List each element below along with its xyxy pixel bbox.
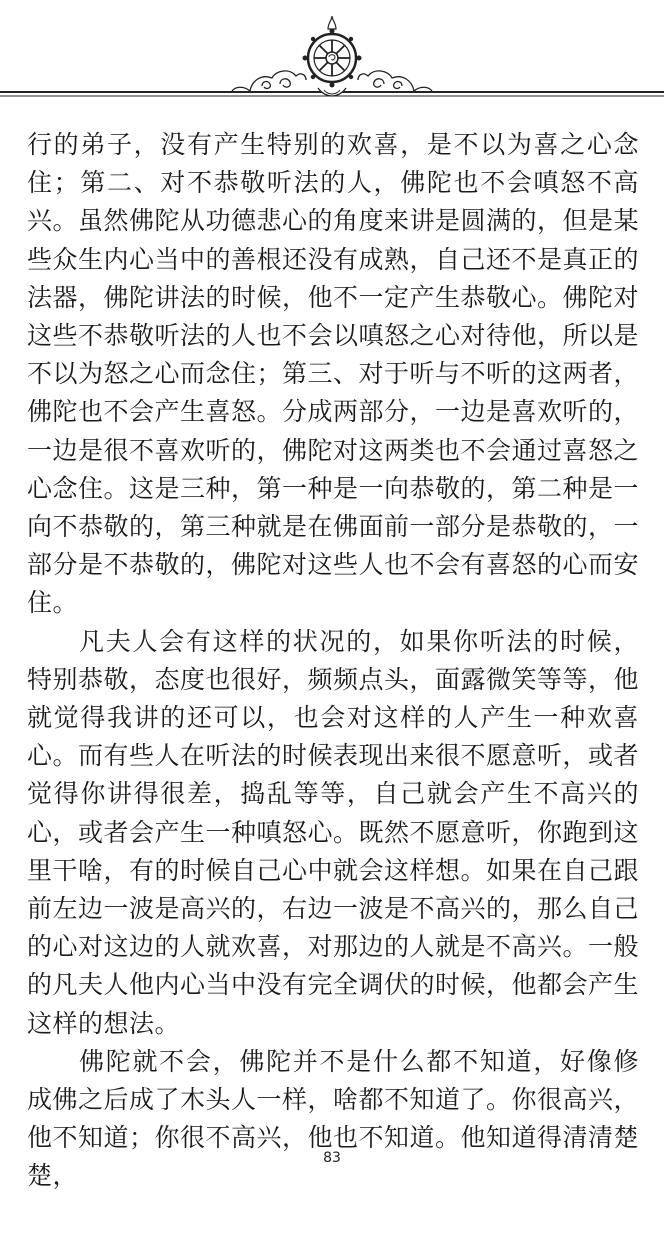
main-text [27, 126, 639, 1196]
paragraph-2: 凡夫人会有这样的状况的，如果你听法的时候，特别恭敬，态度也很好，频频点头，面露微笑等等，他就觉得我讲的还可以，也会对这样的人产生一种欢喜心。而有些人在听法的时候表现出来很不愿意听，或者觉得你讲得很差，捣乱等等，自己就会产生不高兴的心，或者会产生一种嗔怒心。既然不愿意听，你跑到这里干啥，有的时候自己心中就会这样想。如果在自己跟前左边一波是高兴的，右边一波是不高兴的，那么自己的心对这边的人就欢喜，对那边的人就是不高兴。一般的凡夫人他内心当中没有完全调伏的时候，他都会产生这样的想法。 [27, 626, 640, 1038]
left-cloud-ornament [232, 71, 306, 91]
page-number: 83 [323, 1150, 341, 1166]
paragraph-3: 佛陀就不会，佛陀并不是什么都不知道，好像修成佛之后成了木头人一样，啥都不知道了。你很高兴，他不知道；你很不高兴，他也不知道。他知道得清清楚楚， [27, 1046, 640, 1191]
dharma-wheel-icon [303, 16, 362, 96]
header-ornament [0, 0, 664, 110]
right-cloud-ornament [358, 71, 432, 91]
page-header [0, 0, 664, 110]
paragraph-1: 行的弟子，没有产生特别的欢喜，是不以为喜之心念住；第二、对不恭敬听法的人，佛陀也不会嗔怒不高兴。虽然佛陀从功德悲心的角度来讲是圆满的，但是某些众生内心当中的善根还没有成熟，自己还不是真正的法器，佛陀讲法的时候，他不一定产生恭敬心。佛陀对这些不恭敬听法的人也不会以嗔怒之心对待他，所以是不以为怒之心而念住；第三、对于听与不听的这两者，佛陀也不会产生喜怒。分成两部分，一边是喜欢听的，一边是很不喜欢听的，佛陀对这两类也不会通过喜怒之心念住。这是三种，第一种是一向恭敬的，第二种是一向不恭敬的，第三种就是在佛面前一部分是恭敬的，一部分是不恭敬的，佛陀对这些人也不会有喜怒的心而安住。 [27, 130, 640, 618]
